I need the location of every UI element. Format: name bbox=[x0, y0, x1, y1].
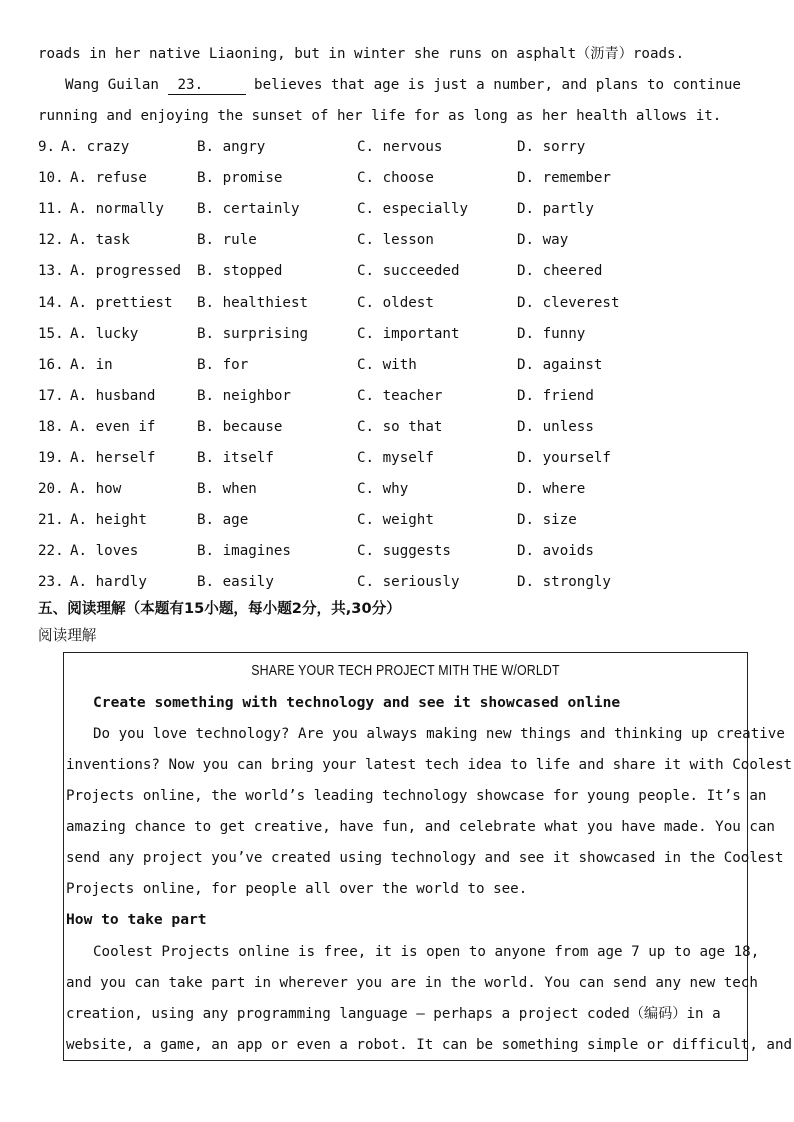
article-heading-how-to-take-part: How to take part bbox=[66, 911, 207, 928]
option-b[interactable]: B. age bbox=[197, 512, 249, 529]
article-para1-line: Do you love technology? Are you always making new things and thinking up creative bbox=[93, 726, 785, 742]
option-b[interactable]: B. easily bbox=[197, 574, 274, 591]
option-b[interactable]: B. stopped bbox=[197, 263, 283, 280]
question-number: 12. bbox=[38, 232, 64, 249]
option-c[interactable]: C. important bbox=[357, 325, 460, 342]
option-b[interactable]: B. because bbox=[197, 418, 283, 435]
question-number: 22. bbox=[38, 543, 64, 560]
option-a[interactable]: A. how bbox=[70, 481, 122, 498]
option-d[interactable]: D. friend bbox=[517, 387, 594, 404]
option-a[interactable]: A. height bbox=[70, 512, 147, 529]
option-c[interactable]: C. nervous bbox=[357, 139, 443, 155]
question-number: 20. bbox=[38, 481, 64, 498]
option-c[interactable]: C. choose bbox=[357, 170, 434, 187]
option-c[interactable]: C. lesson bbox=[357, 232, 434, 249]
question-number: 11. bbox=[38, 201, 64, 218]
option-a[interactable]: A. lucky bbox=[70, 325, 139, 342]
article-title: SHARE YOUR TECH PROJECT MITH THE W/ORLDT bbox=[251, 663, 560, 679]
article-para1-line: send any project you’ve created using technology and see it showcased in the Coolest bbox=[66, 850, 784, 866]
option-b[interactable]: B. itself bbox=[197, 450, 274, 466]
article-para2-line: creation, using any programming language — perhaps a project coded（编码）in a bbox=[66, 1006, 721, 1022]
question-number: 10. bbox=[38, 170, 64, 187]
passage-line-2-start: Wang Guilan bbox=[65, 77, 168, 93]
article-para1-line: inventions? Now you can bring your latest tech idea to life and share it with Coolest bbox=[66, 757, 793, 773]
question-number: 13. bbox=[38, 263, 64, 280]
option-b[interactable]: B. healthiest bbox=[197, 294, 309, 311]
option-a[interactable]: A. prettiest bbox=[70, 294, 173, 311]
question-number: 18. bbox=[38, 418, 64, 435]
option-c[interactable]: C. oldest bbox=[357, 294, 434, 311]
option-d[interactable]: D. funny bbox=[517, 325, 586, 342]
article-para2-line: website, a game, an app or even a robot. It can be something simple or difficult, and bbox=[66, 1037, 793, 1053]
option-b[interactable]: B. promise bbox=[197, 170, 283, 187]
question-number: 21. bbox=[38, 512, 64, 529]
option-a[interactable]: A. husband bbox=[70, 387, 156, 404]
option-b[interactable]: B. when bbox=[197, 481, 257, 498]
option-a[interactable]: A. progressed bbox=[70, 263, 182, 280]
question-number: 14. bbox=[38, 294, 64, 311]
option-d[interactable]: D. yourself bbox=[517, 450, 611, 466]
option-a[interactable]: A. herself bbox=[70, 450, 156, 466]
option-a[interactable]: A. even if bbox=[70, 418, 156, 435]
option-d[interactable]: D. partly bbox=[517, 201, 594, 218]
option-b[interactable]: B. surprising bbox=[197, 325, 309, 342]
section-subheading: 阅读理解 bbox=[38, 627, 97, 644]
option-d[interactable]: D. unless bbox=[517, 418, 594, 435]
option-c[interactable]: C. myself bbox=[357, 450, 434, 466]
option-c[interactable]: C. why bbox=[357, 481, 409, 498]
option-d[interactable]: D. cheered bbox=[517, 263, 603, 280]
option-d[interactable]: D. sorry bbox=[517, 139, 586, 155]
option-b[interactable]: B. certainly bbox=[197, 201, 300, 218]
passage-line-2 bbox=[65, 75, 741, 95]
reading-article-box bbox=[63, 652, 793, 1061]
option-a[interactable]: A. task bbox=[70, 232, 130, 249]
option-d[interactable]: D. size bbox=[517, 512, 577, 529]
article-para1-line: Projects online, the world’s leading technology showcase for young people. It’s an bbox=[66, 788, 767, 804]
option-d[interactable]: D. avoids bbox=[517, 543, 594, 560]
option-d[interactable]: D. against bbox=[517, 356, 603, 373]
article-para1-line: amazing chance to get creative, have fun, and celebrate what you have made. You can bbox=[66, 819, 775, 835]
option-b[interactable]: B. angry bbox=[197, 139, 266, 155]
option-b[interactable]: B. for bbox=[197, 356, 249, 373]
option-b[interactable]: B. neighbor bbox=[197, 387, 291, 404]
option-d[interactable]: D. way bbox=[517, 232, 569, 249]
question-number: 15. bbox=[38, 325, 64, 342]
option-c[interactable]: C. succeeded bbox=[357, 263, 460, 280]
option-c[interactable]: C. weight bbox=[357, 512, 434, 529]
option-a[interactable]: A. refuse bbox=[70, 170, 147, 187]
passage-line-3: running and enjoying the sunset of her life for as long as her health allows it. bbox=[38, 108, 722, 124]
option-c[interactable]: C. seriously bbox=[357, 574, 460, 591]
article-para2-line: Coolest Projects online is free, it is open to anyone from age 7 up to age 18, bbox=[93, 944, 760, 960]
option-c[interactable]: C. with bbox=[357, 356, 417, 373]
option-a[interactable]: A. crazy bbox=[61, 139, 130, 155]
option-c[interactable]: C. suggests bbox=[357, 543, 451, 560]
option-a[interactable]: A. normally bbox=[70, 201, 164, 218]
answer-blank-23[interactable]: 23. bbox=[168, 77, 246, 95]
option-c[interactable]: C. so that bbox=[357, 418, 443, 435]
section-heading: 五、阅读理解（本题有15小题，每小题2分，共,30分） bbox=[38, 600, 401, 617]
question-number: 16. bbox=[38, 356, 64, 373]
article-para1-line: Projects online, for people all over the world to see. bbox=[66, 881, 528, 897]
option-a[interactable]: A. hardly bbox=[70, 574, 147, 591]
option-a[interactable]: A. loves bbox=[70, 543, 139, 560]
option-d[interactable]: D. cleverest bbox=[517, 294, 620, 311]
option-d[interactable]: D. remember bbox=[517, 170, 611, 187]
question-number: 19. bbox=[38, 450, 64, 466]
passage-line-2-end: believes that age is just a number, and plans to continue bbox=[245, 77, 741, 93]
article-subtitle: Create something with technology and see it showcased online bbox=[93, 694, 621, 711]
option-b[interactable]: B. imagines bbox=[197, 543, 291, 560]
article-para2-line: and you can take part in wherever you are in the world. You can send any new tech bbox=[66, 975, 758, 991]
question-number: 17. bbox=[38, 387, 64, 404]
option-b[interactable]: B. rule bbox=[197, 232, 257, 249]
option-c[interactable]: C. especially bbox=[357, 201, 469, 218]
option-c[interactable]: C. teacher bbox=[357, 387, 443, 404]
option-d[interactable]: D. where bbox=[517, 481, 586, 498]
option-d[interactable]: D. strongly bbox=[517, 574, 611, 591]
question-number: 9. bbox=[38, 139, 56, 155]
option-a[interactable]: A. in bbox=[70, 356, 113, 373]
passage-line-1: roads in her native Liaoning, but in winter she runs on asphalt（沥青）roads. bbox=[38, 46, 685, 62]
question-number: 23. bbox=[38, 574, 64, 591]
